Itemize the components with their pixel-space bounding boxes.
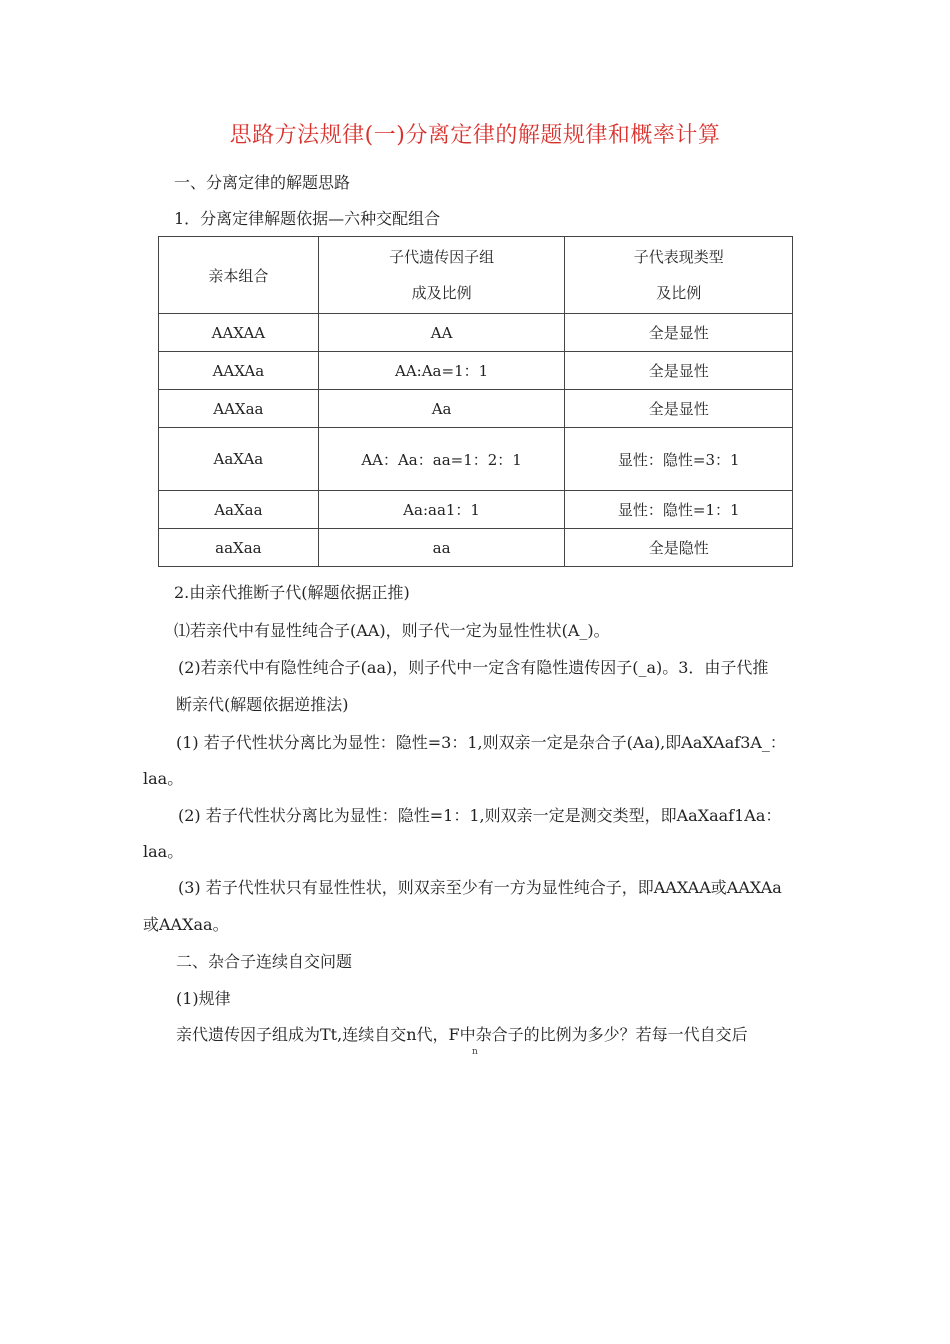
header-text: 成及比例 [411,284,472,302]
table-cell: AAXAa [159,352,319,390]
table-cell: 全是显性 [565,390,793,428]
table-cell: 全是隐性 [565,529,793,567]
table-row [159,428,793,491]
document-title: 思路方法规律(一)分离定律的解题规律和概率计算 [229,123,721,148]
subscript-n: n [472,1047,478,1057]
paragraph-line: (1)规律 [176,989,231,1008]
paragraph-line: 亲代遗传因子组成为Tt,连续自交n代，F中杂合子的比例为多少？若每一代自交后 [176,1025,748,1044]
header-cell: 亲本组合 [159,237,319,314]
paragraph-line: (3) 若子代性状只有显性性状，则双亲至少有一方为显性纯合子，即AAXAA或AAXAa [178,878,782,897]
table-cell: Aa [318,390,565,428]
table-cell: 显性：隐性=1：1 [565,491,793,529]
subsection-heading-1: 1．分离定律解题依据—六种交配组合 [174,209,441,228]
table-cell: AA:Aa=1：1 [318,352,565,390]
section-heading-2: 二、杂合子连续自交问题 [176,952,353,971]
table-row [159,352,793,390]
mating-combination-table [158,236,793,567]
table-cell: AAXAA [159,314,319,352]
paragraph-line: (1) 若子代性状分离比为显性：隐性=3：1,则双亲一定是杂合子(Aa),即AaXAaf3A_： [176,733,786,752]
table-cell: 全是显性 [565,314,793,352]
paragraph-line: (2)若亲代中有隐性纯合子(aa)，则子代中一定含有隐性遗传因子(_a)。3．由子代推 [178,658,769,677]
header-cell [565,237,793,314]
header-cell [318,237,565,314]
paragraph-line: 断亲代(解题依据逆推法) [176,695,349,714]
table-row [159,529,793,567]
paragraph-line: laa。 [143,842,184,861]
header-text: 子代表现类型 [633,248,724,266]
table-cell: 显性：隐性=3：1 [565,428,793,491]
table-cell: AaXaa [159,491,319,529]
header-text: 及比例 [656,284,702,302]
table-row [159,491,793,529]
header-text: 子代遗传因子组 [389,248,495,266]
table-cell: AAXaa [159,390,319,428]
paragraph-line: (2) 若子代性状分离比为显性：隐性=1：1,则双亲一定是测交类型，即AaXaaf1Aa： [178,806,782,825]
table-header-row [159,237,793,314]
paragraph-line: ⑴若亲代中有显性纯合子(AA)，则子代一定为显性性状(A_)。 [174,621,610,640]
subsection-heading-2: 2.由亲代推断子代(解题依据正推) [174,583,410,602]
section-heading-1: 一、分离定律的解题思路 [174,173,351,192]
table-row [159,390,793,428]
table-cell: AaXAa [159,428,319,491]
paragraph-line: laa。 [143,769,184,788]
table-cell: aa [318,529,565,567]
table-cell: Aa:aa1：1 [318,491,565,529]
table-cell: AA [318,314,565,352]
table-cell: 全是显性 [565,352,793,390]
table-cell: AA：Aa：aa=1：2：1 [318,428,565,491]
table-row [159,314,793,352]
table-cell: aaXaa [159,529,319,567]
paragraph-line: 或AAXaa。 [143,915,229,934]
